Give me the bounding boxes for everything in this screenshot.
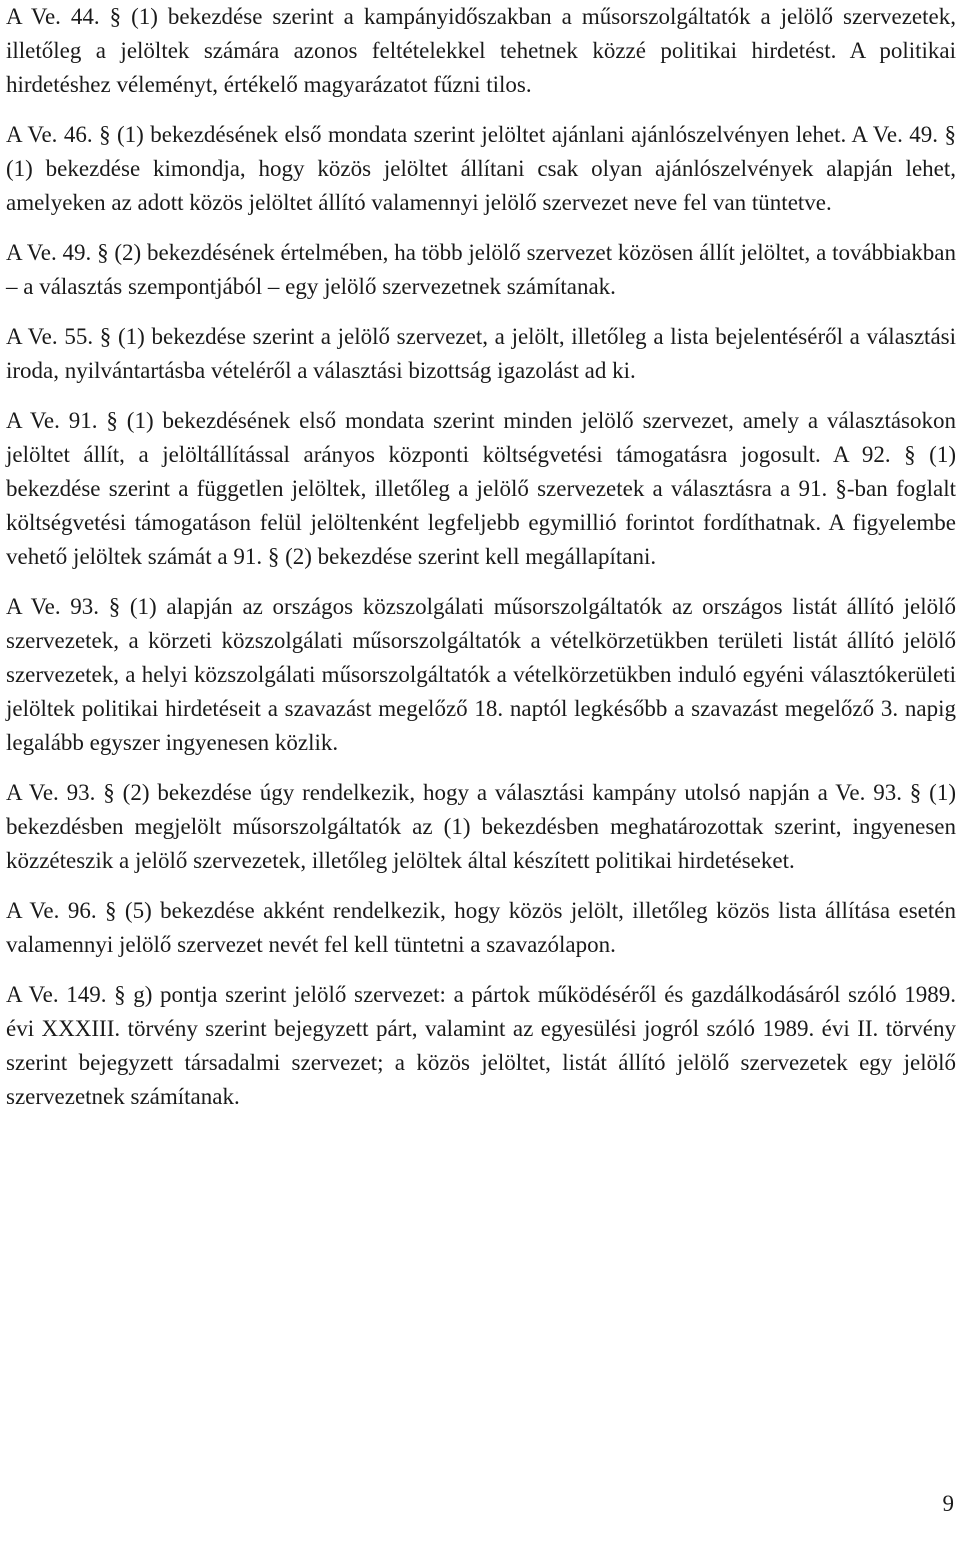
- paragraph-ve-96: A Ve. 96. § (5) bekezdése akként rendelkezik, hogy közös jelölt, illetőleg közös lista állítása esetén valamennyi jelölő szervezet nevét fel kell tüntetni a szavazólapon.: [6, 898, 956, 957]
- paragraph-ve-93-1: A Ve. 93. § (1) alapján az országos közszolgálati műsorszolgáltatók az országos listát állító jelölő szervezetek, a körzeti közszolgálati műsorszolgáltatók a vételkörzetükben területi listát állító jelölő szervezetek, a helyi közszolgálati műsorszolgáltatók a vételkörzetükben induló egyéni választókerületi jelöltek politikai hirdetéseit a szavazást megelőző 18. naptól legkésőbb a szavazást megelőző 3. napig legalább egyszer ingyenesen közlik.: [6, 594, 956, 755]
- document-body: [6, 0, 956, 1130]
- paragraph-ve-91: A Ve. 91. § (1) bekezdésének első mondata szerint minden jelölő szervezet, amely a választásokon jelöltet állít, a jelöltállítással arányos központi költségvetési támogatásra jogosult. A 92. § (1) bekezdése szerint a független jelöltek, illetőleg a jelölő szervezetek a választásra a 91. §-ban foglalt költségvetési támogatáson felül jelöltenként legfeljebb egymillió forintot fordíthatnak. A figyelembe vehető jelöltek számát a 91. § (2) bekezdése szerint kell megállapítani.: [6, 408, 956, 569]
- paragraph-ve-93-2: A Ve. 93. § (2) bekezdése úgy rendelkezik, hogy a választási kampány utolsó napján a Ve. 93. § (1) bekezdésben megjelölt műsorszolgáltatók az (1) bekezdésben meghatározottak szerint, ingyenesen közzéteszik a jelölő szervezetek, illetőleg jelöltek által készített politikai hirdetéseket.: [6, 780, 956, 873]
- paragraph-ve-49: A Ve. 49. § (2) bekezdésének értelmében, ha több jelölő szervezet közösen állít jelöltet, a továbbiakban – a választás szempontjából – egy jelölő szervezetnek számítanak.: [6, 240, 956, 299]
- paragraph-ve-46: A Ve. 46. § (1) bekezdésének első mondata szerint jelöltet ajánlani ajánlószelvényen lehet. A Ve. 49. § (1) bekezdése kimondja, hogy közös jelöltet állítani csak olyan ajánlószelvények alapján lehet, amelyeken az adott közös jelöltet állító valamennyi jelölő szervezet neve fel van tüntetve.: [6, 122, 956, 215]
- paragraph-ve-55: A Ve. 55. § (1) bekezdése szerint a jelölő szervezet, a jelölt, illetőleg a lista bejelentéséről a választási iroda, nyilvántartásba vételéről a választási bizottság igazolást ad ki.: [6, 324, 956, 383]
- paragraph-ve-44: A Ve. 44. § (1) bekezdése szerint a kampányidőszakban a műsorszolgáltatók a jelölő szervezetek, illetőleg a jelöltek számára azonos feltételekkel tehetnek közzé politikai hirdetést. A politikai hirdetéshez véleményt, értékelő magyarázatot fűzni tilos.: [6, 4, 956, 97]
- page-number: 9: [942, 1491, 954, 1516]
- paragraph-ve-149: A Ve. 149. § g) pontja szerint jelölő szervezet: a pártok működéséről és gazdálkodásáról szóló 1989. évi XXXIII. törvény szerint bejegyzett párt, valamint az egyesülési jogról szóló 1989. évi II. törvény szerint bejegyzett társadalmi szervezet; a közös jelöltet, listát állító jelölő szervezetek egy jelölő szervezetnek számítanak.: [6, 982, 956, 1109]
